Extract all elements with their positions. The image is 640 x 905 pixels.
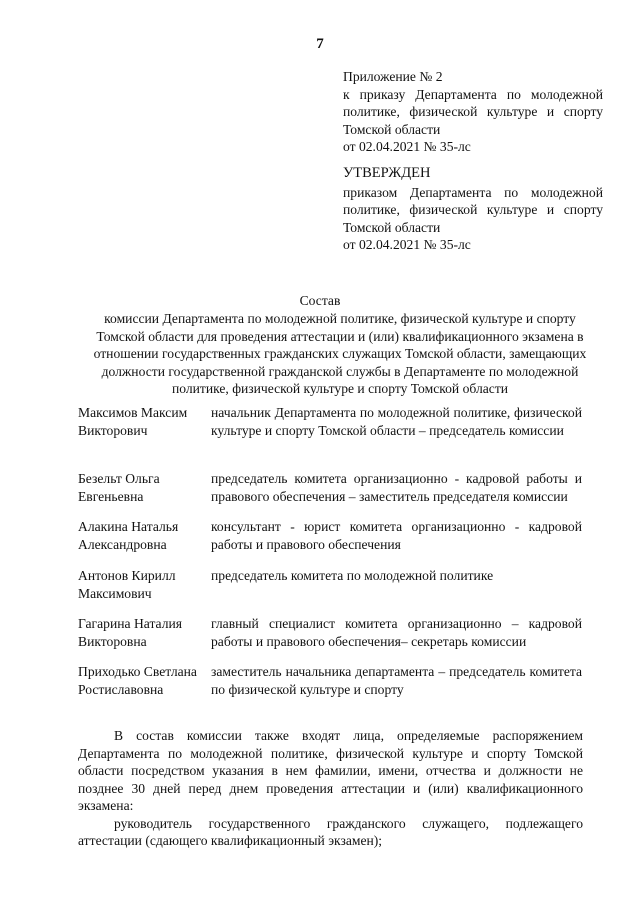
member-name: Антонов Кирилл Максимович: [78, 568, 176, 601]
appendix-order-reference: к приказу Департамента по молодежной политике, физической культуре и спорту Томской области: [343, 86, 603, 137]
member-role: начальник Департамента по молодежной политике, физической культуре и спорту Томской области – председатель комиссии: [211, 405, 582, 438]
body-text: [78, 727, 583, 850]
member-name: Безельт Ольга Евгеньевна: [78, 471, 160, 504]
member-role: председатель комитета организационно - кадровой работы и правового обеспечения – заместитель председателя комиссии: [211, 471, 582, 504]
member-name: Максимов Максим Викторович: [78, 405, 188, 438]
approval-order-reference: приказом Департамента по молодежной политике, физической культуре и спорту Томской области: [343, 184, 603, 235]
member-name: Алакина Наталья Александровна: [78, 519, 179, 552]
appendix-order-date: от 02.04.2021 № 35-лс: [343, 139, 471, 154]
member-role: заместитель начальника департамента – председатель комитета по физической культуре и спорту: [211, 664, 582, 697]
document-title: Состав: [299, 293, 341, 308]
member-role: председатель комитета по молодежной политике: [211, 568, 494, 583]
page-number: 7: [316, 36, 324, 52]
appendix-block: [343, 68, 603, 156]
member-name: Гагарина Наталия Викторовна: [78, 616, 183, 649]
approval-block: [343, 165, 603, 254]
member-name: Приходько Светлана Ростиславовна: [78, 664, 197, 697]
document-subtitle: комиссии Департамента по молодежной политике, физической культуре и спорту Томской области для проведения аттестации и (или) квалификационного экзамена в отношении государственных гражданских служащих Томской области, замещающих должности государственной гражданской службы в Департаменте по молодежной политике, физической культуре и спорту Томской области: [93, 311, 587, 396]
member-role: консультант - юрист комитета организационно - кадровой работы и правового обеспечения: [211, 519, 582, 552]
paragraph-supervisor: руководитель государственного гражданского служащего, подлежащего аттестации (сдающего квалификационный экзамен);: [78, 815, 583, 848]
approval-order-date: от 02.04.2021 № 35-лс: [343, 237, 471, 252]
approval-heading: УТВЕРЖДЕН: [343, 165, 431, 181]
appendix-title: Приложение № 2: [343, 69, 443, 84]
paragraph-commission-composition: В состав комиссии также входят лица, определяемые распоряжением Департамента по молодежной политике, физической культуре и спорту Томской области посредством указания в нем фамилии, имени, отчества и должности не позднее 30 дней перед днем проведения аттестации и (или) квалификационного экзамена:: [78, 728, 583, 813]
member-role: главный специалист комитета организационно – кадровой работы и правового обеспечения– секретарь комиссии: [211, 616, 582, 649]
